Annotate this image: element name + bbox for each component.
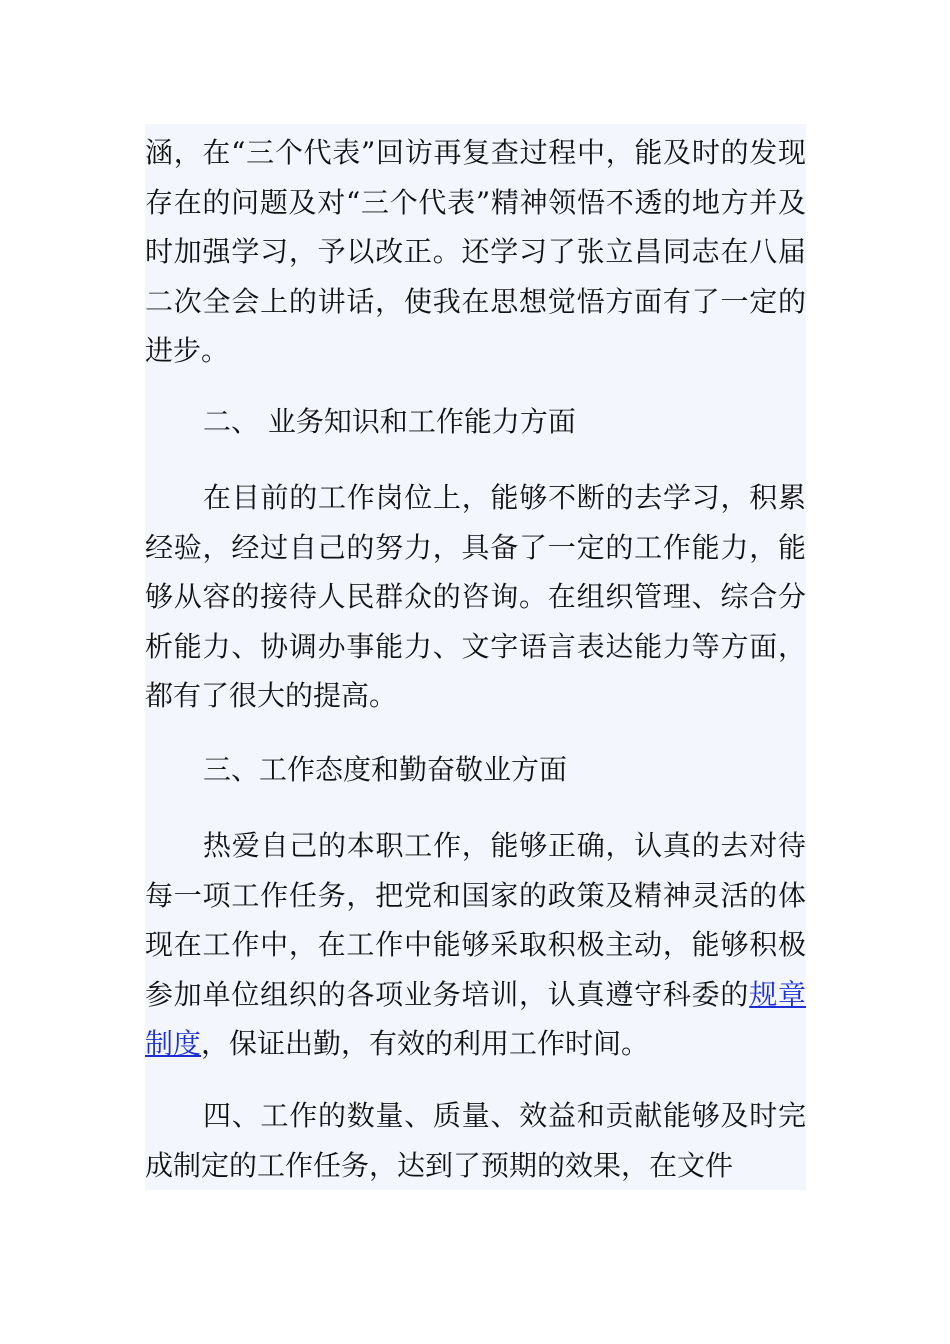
paragraph-2: 在目前的工作岗位上，能够不断的去学习，积累经验，经过自己的努力，具备了一定的工作能力，能够从容的接待人民群众的咨询。在组织管理、综合分析能力、协调办事能力、文字语言表达能力等方面，都有了很大的提高。 (145, 481, 806, 712)
paragraph-3 (145, 821, 806, 1069)
paragraph-4: 四、工作的数量、质量、效益和贡献能够及时完成制定的工作任务，达到了预期的效果，在文件 (145, 1099, 806, 1182)
section-heading-2: 二、 业务知识和工作能力方面 (203, 405, 576, 438)
document-text-block (145, 124, 806, 1190)
paragraph-3-text-before-link: 热爱自己的本职工作，能够正确，认真的去对待每一项工作任务，把党和国家的政策及精神灵活的体现在工作中，在工作中能够采取积极主动，能够积极参加单位组织的各项业务培训，认真遵守科委的 (145, 829, 806, 1011)
paragraph-3-text-after-link: ，保证出勤，有效的利用工作时间。 (201, 1027, 650, 1060)
section-heading-3: 三、工作态度和勤奋敬业方面 (203, 753, 568, 786)
rules-and-regulations-link[interactable]: 规章制度 (145, 977, 806, 1060)
paragraph-1: 涵，在“三个代表”回访再复查过程中，能及时的发现存在的问题及对“三个代表”精神领悟不透的地方并及时加强学习，予以改正。还学习了张立昌同志在八届二次全会上的讲话，使我在思想觉悟方面有了一定的进步。 (145, 136, 806, 367)
